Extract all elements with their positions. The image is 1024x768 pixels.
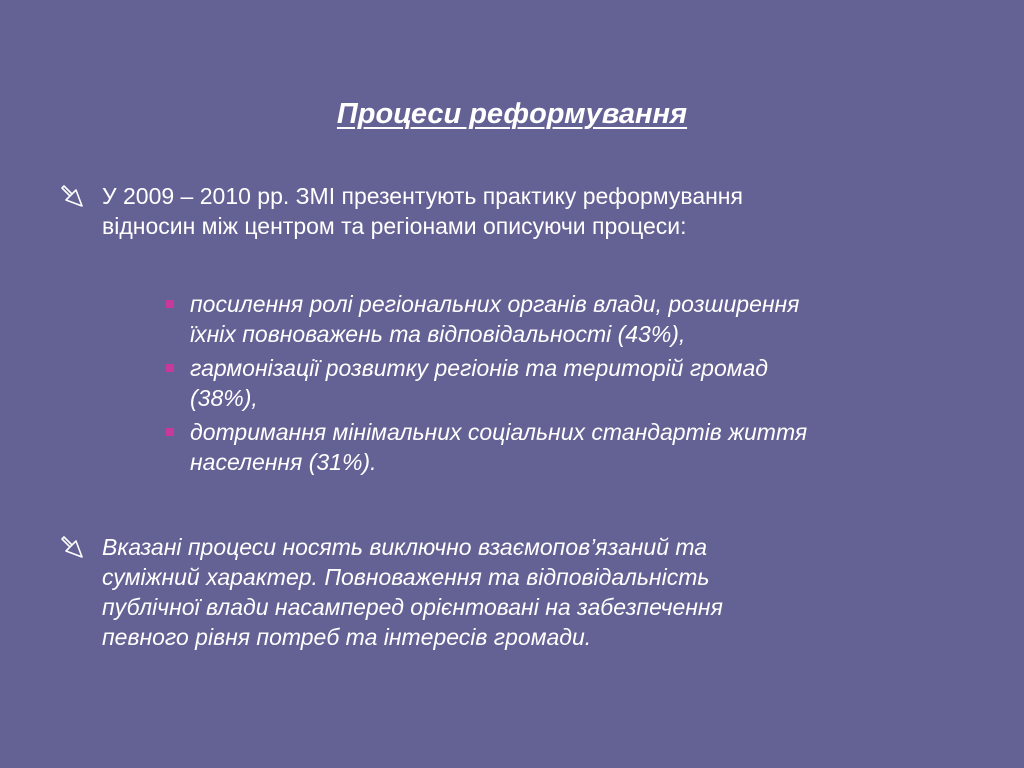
sub-bullet-list [160, 289, 960, 481]
sub-bullet-line: дотримання мінімальних соціальних стандартів життя [190, 419, 808, 445]
sub-bullet-line: їхніх повноважень та відповідальності (43%), [190, 321, 686, 347]
sub-bullet-item [160, 289, 960, 349]
sub-bullet-line: гармонізації розвитку регіонів та територій громад [190, 355, 769, 381]
bullet-line: відносин між центром та регіонами описуючи процеси: [102, 213, 687, 239]
bullet-line: публічної влади насамперед орієнтовані на забезпечення [102, 594, 723, 620]
sub-bullet-line: (38%), [190, 385, 258, 411]
bullet-line: суміжний характер. Повноваження та відповідальність [102, 564, 710, 590]
bullet-line: певного рівня потреб та інтересів громади. [102, 624, 592, 650]
sub-bullet-line: населення (31%). [190, 449, 377, 475]
bullet-line: Вказані процеси носять виключно взаємопов’язаний та [102, 534, 708, 560]
bullet-item [60, 181, 960, 241]
hollow-arrow-icon [60, 535, 86, 559]
sub-bullet-line: посилення ролі регіональних органів влади, розширення [190, 291, 800, 317]
bullet-line: У 2009 – 2010 рр. ЗМІ презентують практику реформування [102, 183, 743, 209]
hollow-arrow-icon [60, 184, 86, 208]
square-bullet-icon [166, 300, 174, 308]
bullet-item [60, 532, 960, 652]
square-bullet-icon [166, 428, 174, 436]
square-bullet-icon [166, 364, 174, 372]
sub-bullet-item [160, 417, 960, 477]
slide-title: Процеси реформування [336, 98, 688, 130]
sub-bullet-item [160, 353, 960, 413]
